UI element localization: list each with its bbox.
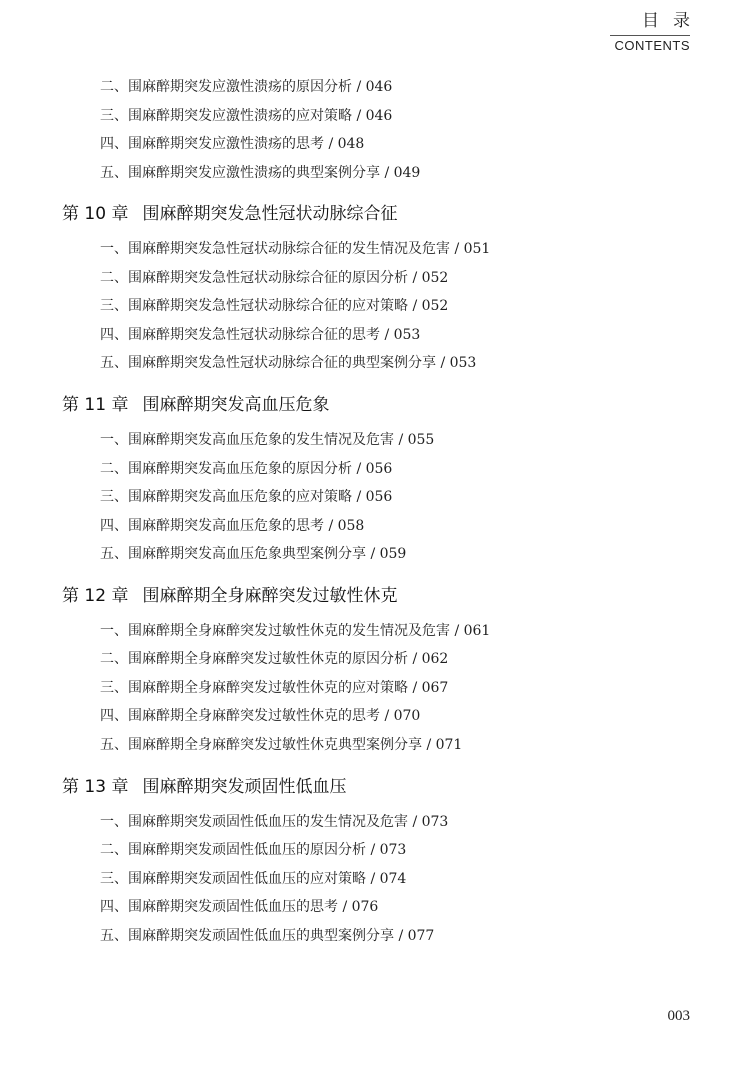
toc-entry: 二、围麻醉期突发高血压危象的原因分析 / 056 bbox=[100, 461, 393, 477]
chapter-number: 第 12 章 bbox=[62, 586, 129, 606]
toc-entry: 五、围麻醉期突发高血压危象典型案例分享 / 059 bbox=[100, 546, 407, 562]
toc-entry: 三、围麻醉期全身麻醉突发过敏性休克的应对策略 / 067 bbox=[100, 680, 449, 696]
toc-entry: 一、围麻醉期突发高血压危象的发生情况及危害 / 055 bbox=[100, 432, 435, 448]
toc-entry: 五、围麻醉期全身麻醉突发过敏性休克典型案例分享 / 071 bbox=[100, 737, 463, 753]
chapter-heading bbox=[62, 394, 329, 416]
toc-entry: 三、围麻醉期突发急性冠状动脉综合征的应对策略 / 052 bbox=[100, 298, 449, 314]
chapter-title: 围麻醉期突发高血压危象 bbox=[142, 395, 330, 415]
chapter-number: 第 13 章 bbox=[62, 777, 129, 797]
chapter-number: 第 10 章 bbox=[62, 204, 129, 224]
chapter-heading bbox=[62, 776, 346, 798]
toc-entry: 四、围麻醉期突发急性冠状动脉综合征的思考 / 053 bbox=[100, 327, 421, 343]
toc-entry: 三、围麻醉期突发应激性溃疡的应对策略 / 046 bbox=[100, 108, 393, 124]
chapter-heading bbox=[62, 585, 397, 607]
chapter-number: 第 11 章 bbox=[62, 395, 129, 415]
toc-entry: 四、围麻醉期全身麻醉突发过敏性休克的思考 / 070 bbox=[100, 708, 421, 724]
toc-entry: 四、围麻醉期突发顽固性低血压的思考 / 076 bbox=[100, 899, 379, 915]
toc-entry: 一、围麻醉期突发顽固性低血压的发生情况及危害 / 073 bbox=[100, 814, 449, 830]
toc-entry: 五、围麻醉期突发应激性溃疡的典型案例分享 / 049 bbox=[100, 165, 421, 181]
toc-entry: 五、围麻醉期突发顽固性低血压的典型案例分享 / 077 bbox=[100, 928, 435, 944]
toc-entry: 二、围麻醉期突发急性冠状动脉综合征的原因分析 / 052 bbox=[100, 270, 449, 286]
toc-entry: 四、围麻醉期突发应激性溃疡的思考 / 048 bbox=[100, 136, 365, 152]
page-header bbox=[610, 10, 704, 54]
header-title: 目录 bbox=[642, 11, 704, 31]
chapter-title: 围麻醉期突发急性冠状动脉综合征 bbox=[142, 204, 398, 224]
chapter-title: 围麻醉期全身麻醉突发过敏性休克 bbox=[142, 586, 398, 606]
toc-entry: 二、围麻醉期突发应激性溃疡的原因分析 / 046 bbox=[100, 79, 393, 95]
toc-entry: 一、围麻醉期突发急性冠状动脉综合征的发生情况及危害 / 051 bbox=[100, 241, 491, 257]
toc-entry: 三、围麻醉期突发高血压危象的应对策略 / 056 bbox=[100, 489, 393, 505]
chapter-title: 围麻醉期突发顽固性低血压 bbox=[142, 777, 347, 797]
toc-entry: 二、围麻醉期全身麻醉突发过敏性休克的原因分析 / 062 bbox=[100, 651, 449, 667]
chapter-heading bbox=[62, 203, 397, 225]
header-divider bbox=[610, 35, 690, 36]
toc-entry: 四、围麻醉期突发高血压危象的思考 / 058 bbox=[100, 518, 365, 534]
toc-entry: 五、围麻醉期突发急性冠状动脉综合征的典型案例分享 / 053 bbox=[100, 355, 477, 371]
header-subtitle: CONTENTS bbox=[614, 38, 690, 53]
toc-entry: 一、围麻醉期全身麻醉突发过敏性休克的发生情况及危害 / 061 bbox=[100, 623, 491, 639]
toc-entry: 二、围麻醉期突发顽固性低血压的原因分析 / 073 bbox=[100, 842, 407, 858]
toc-entry: 三、围麻醉期突发顽固性低血压的应对策略 / 074 bbox=[100, 871, 407, 887]
page-number: 003 bbox=[667, 1008, 690, 1024]
